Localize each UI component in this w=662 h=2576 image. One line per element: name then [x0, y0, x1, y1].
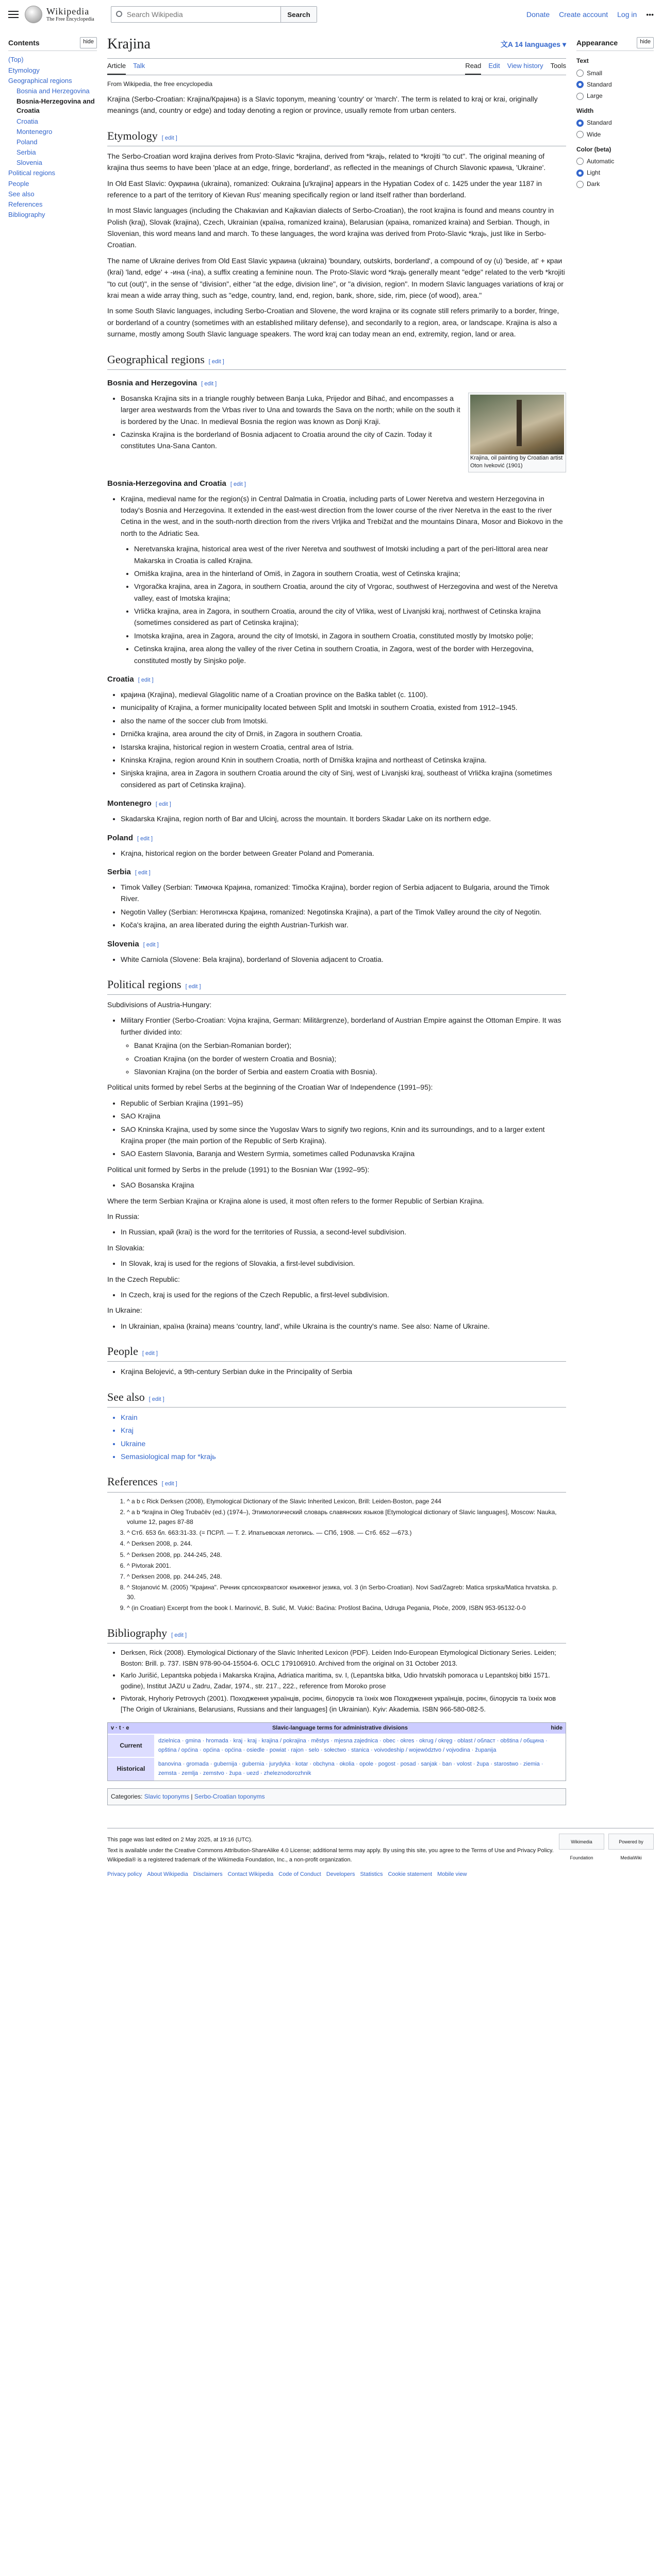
navbox-list[interactable]: dzielnica · gmina · hromada · kraj · kraj · krajina / pokrajina · městys · mjesna zajednica · obec · okres · okrug / okręg · oblast / област · obština / община · opština / općina · općina · općina · osiedle · powiat · rajon · selo · sołectwo · stanica · voivodeship / województvo / vojvodina · županija: [154, 1734, 566, 1757]
list-item: • Skadarska Krajina, region north of Bar and Ulcinj, across the mountain. It borders Skadar Lake on its northern edge.: [121, 813, 566, 824]
language-button[interactable]: 文A 14 languages ▾: [500, 40, 566, 49]
list-item: • Cetinska krajina, area along the valley of the river Cetina in southern Croatia, in Zagora, west of the border with Herzegovina, constituted mostly by Sinjsko polje.: [134, 643, 566, 666]
political-p1: Subdivisions of Austria-Hungary:: [107, 1001, 212, 1009]
appearance-option[interactable]: [576, 69, 654, 78]
country-heading: In Russia:: [107, 1212, 140, 1221]
appearance-hide-button[interactable]: hide: [637, 37, 654, 48]
list-item: ◦ Banat Krajina (on the Serbian-Romanian border);: [134, 1040, 566, 1051]
site-sub: From Wikipedia, the free encyclopedia: [107, 80, 213, 88]
tab-tools[interactable]: Tools: [550, 61, 566, 70]
edit-link[interactable]: [ edit ]: [155, 801, 171, 808]
toc-item[interactable]: Serbia: [16, 148, 36, 157]
option-label: Standard: [587, 80, 612, 88]
heading-biblio-text: Bibliography: [107, 1626, 168, 1639]
wordmark-text: Wikipedia: [46, 6, 90, 16]
last-edited: This page was last edited on 2 May 2025, at 19:16 (UTC).: [107, 1836, 253, 1843]
radio-automatic[interactable]: [576, 158, 584, 165]
mf-sublist: [134, 1040, 566, 1077]
radio-light[interactable]: [576, 170, 584, 177]
list-item: • also the name of the soccer club from Imotski.: [121, 715, 566, 726]
footer-link[interactable]: Contact Wikipedia: [227, 1871, 274, 1877]
footer-link[interactable]: Cookie statement: [388, 1871, 433, 1877]
etymology-paragraph: In Old East Slavic: Ѹкраина (ukraina), romanized: Oukraina [u'krajinə] appears in the Hypatian Codex of c. 1425 under the year 1187 in reference to a part of the territory of Kievan Rus' meaning specifically region or land itself rather than borderland.: [107, 179, 542, 199]
seealso-item[interactable]: • Semasiological map for *krajь: [121, 1451, 566, 1462]
edit-link[interactable]: [ edit ]: [161, 1481, 177, 1487]
edit-label: edit: [211, 358, 221, 365]
footer-link[interactable]: Disclaimers: [193, 1871, 223, 1877]
search-input[interactable]: [111, 7, 281, 22]
tagline: The Free Encyclopedia: [46, 16, 94, 23]
footer-link[interactable]: Developers: [326, 1871, 355, 1877]
list-item: • Kninska Krajina, region around Knin in southern Croatia, north of Drniška krajina and northeast of Cetinska krajina.: [121, 754, 566, 766]
heading-people-text: People: [107, 1345, 138, 1358]
footer: [107, 1828, 654, 1894]
radio-standard[interactable]: [576, 120, 584, 127]
edit-link[interactable]: [ edit ]: [137, 835, 153, 842]
search-button[interactable]: Search: [280, 7, 316, 22]
edit-link[interactable]: [ edit ]: [230, 481, 246, 487]
rebel-list: [121, 1097, 566, 1160]
footer-link[interactable]: Privacy policy: [107, 1871, 142, 1877]
footer-link[interactable]: About Wikipedia: [147, 1871, 188, 1877]
toc-title: Contents: [8, 39, 40, 47]
etymology-paragraph: The name of Ukraine derives from Old East Slavic украина (ukraina) 'boundary, outskirts, borderland', a compound of oy (u) 'beside, at' + краи (krai) 'land, edge' + -ина (-ina), a suffix creating a feminine noun. The Proto-Slavic word *krajь generally meant "edge" related to the verb *krojiti "to cut (out)", in the sense of "division", either "at the edge, division line", or "a division, region". In modern Slavic languages variations of kraj or krai mean a wide array thing, such as "edge, country, land, end, region, bank, shore, side, rim, piece (of wood), area.": [107, 256, 565, 300]
heading-references-text: References: [107, 1475, 158, 1488]
painting-figure[interactable]: [468, 393, 566, 472]
bibliography-list: [121, 1648, 566, 1715]
appearance-option[interactable]: [576, 179, 654, 189]
edit-link[interactable]: [ edit ]: [201, 380, 217, 387]
navbox-hide-button[interactable]: hide: [551, 1724, 562, 1731]
painting-image[interactable]: [470, 395, 564, 454]
list-item: • In Russian, край (krai) is the word for the territories of Russia, a second-level subdivision.: [121, 1226, 566, 1238]
edit-label: edit: [164, 1481, 174, 1487]
people-list: [121, 1366, 566, 1377]
toc-list: [8, 55, 97, 219]
list-item: • SAO Eastern Slavonia, Baranja and Western Syrmia, sometimes called Podunavska Krajina: [121, 1148, 566, 1159]
toc-item[interactable]: See also: [8, 190, 35, 198]
heading-etymology: [107, 127, 566, 146]
list-item: • Sinjska krajina, area in Zagora in southern Croatia around the city of Sinj, west of Livanjski kraj, southeast of Vrlička krajina (sometimes considered as part of Cetinska krajina).: [121, 767, 566, 790]
category-links: Categories: Slavic toponyms | Serbo-Croatian toponyms: [107, 1788, 566, 1805]
appearance-header: [576, 37, 654, 51]
reference-item: 8. ^ Stojanović M. (2005) "Крајина". Речник српскохрватског књижевног језика, vol. 3 (in Serbo-Croatian). Novi Sad/Zagreb: Matica srpska/Matica hrvatska. p. 30.: [127, 1583, 566, 1602]
wikimedia-badge[interactable]: Wikimedia Foundation: [559, 1834, 604, 1850]
heading-serbia-text: Serbia: [107, 867, 131, 876]
lead-paragraph: Krajina (Serbo-Croatian: Krajina/Крајина) is a Slavic toponym, meaning 'country' or 'march'. The term is related to kraj or krai, originally meanings (and, country or edge) and today denoting a region or province, usually remote from urban centers.: [107, 94, 538, 115]
toc-item[interactable]: References: [8, 200, 43, 209]
list-item: • Bosanska Krajina sits in a triangle roughly between Banja Luka, Prijedor and Bihać, and encompasses a larger area westwards from the Vrbas river to Una and towards the Sava on the north; while on the south it is bordered by the Unac. In medieval Bosnia the region was known as Donji Kraji.: [121, 393, 566, 427]
appearance-title: Appearance: [576, 39, 618, 47]
appearance-option[interactable]: [576, 91, 654, 101]
toc-header: [8, 37, 97, 51]
reference-item: 3. ^ Стб. 653 бл. 663:31-33. (= ПСРЛ. — Т. 2. Ипатьевская летопись. — СПб, 1908. — Стб. 652 —673.): [127, 1528, 566, 1538]
list-item: • Vrlička krajina, area in Zagora, in southern Croatia, around the city of Vrlika, west of Livanjski kraj, northwest of Cetinska krajina (sometimes considered as part of Cetinska krajina);: [134, 605, 566, 629]
heading-montenegro: [107, 798, 566, 810]
country-heading: In the Czech Republic:: [107, 1275, 180, 1283]
toc-item[interactable]: Geographical regions: [8, 76, 72, 84]
heading-political-text: Political regions: [107, 977, 181, 991]
reference-item: 7. ^ Derksen 2008, pp. 244-245, 248.: [127, 1572, 566, 1582]
create-account-link[interactable]: Create account: [559, 10, 608, 19]
globe-icon: [25, 6, 42, 23]
seealso-list: [121, 1412, 566, 1463]
navbox-list[interactable]: banovina · gromada · gubernija · gubernia · jurydyka · kotar · obchyna · okolia · opole · pogost · posad · sanjak · ban · volost · župa · starostwo · ziemia · zemsta · zemlja · zemstvo · župa · uezd · zheleznodorozhnik: [154, 1757, 566, 1780]
navbox-row: [108, 1734, 566, 1757]
country-heading: In Ukraine:: [107, 1306, 142, 1315]
footer-badges: [559, 1834, 654, 1860]
bihcro-intro-list: [121, 493, 566, 539]
appearance-color-label: Color (beta): [576, 145, 611, 153]
etymology-paragraph: In some South Slavic languages, including Serbo-Croatian and Slovene, the word krajina or its cognate still refers primarily to a border, fringe, or borderland of a country (sometimes with an established military defense), and secondarily to a region, area, or landscape. Krajina is also a surname, mostly among South Slavic language speakers. The word kraj can today mean an end, extremity, region, land or area.: [107, 307, 559, 338]
appearance-option[interactable]: [576, 130, 654, 140]
tab-view-history[interactable]: View history: [507, 61, 543, 70]
reference-item: 6. ^ Pivtorak 2001.: [127, 1561, 566, 1571]
heading-bihcro-text: Bosnia-Herzegovina and Croatia: [107, 479, 226, 488]
navbox: [107, 1722, 566, 1781]
serbia-list: [121, 882, 566, 931]
bosnian-list: [121, 1179, 566, 1191]
language-count: 14 languages: [515, 40, 561, 49]
table-of-contents: [8, 29, 97, 1812]
toc-item[interactable]: Poland: [16, 138, 38, 146]
toc-item[interactable]: Croatia: [16, 117, 38, 125]
tab-talk[interactable]: Talk: [133, 61, 145, 70]
poland-list: [121, 848, 566, 859]
category-link[interactable]: Slavic toponyms: [144, 1792, 190, 1800]
search-icon: [116, 11, 122, 17]
navbox-group-label: Current: [108, 1734, 154, 1757]
bihcro-list: [134, 543, 566, 666]
edit-link[interactable]: [ edit ]: [171, 1632, 187, 1638]
list-item: • Republic of Serbian Krajina (1991–95): [121, 1097, 566, 1109]
edit-label: edit: [146, 941, 156, 948]
country-heading: In Slovakia:: [107, 1243, 145, 1252]
toc-item[interactable]: Bosnia-Herzegovina and Croatia: [16, 97, 95, 115]
edit-link[interactable]: [ edit ]: [135, 869, 151, 876]
list-item: • In Czech, kraj is used for the regions of the Czech Republic, a first-level subdivision.: [121, 1289, 566, 1300]
political-p3: Political unit formed by Serbs in the prelude (1991) to the Bosnian War (1992–95):: [107, 1165, 370, 1174]
appearance-text-label: Text: [576, 57, 589, 65]
edit-label: edit: [174, 1632, 184, 1638]
list-item: • In Ukrainian, країна (kraina) means 'country, land', while Ukraina is the country's name. See also: Name of Ukraine.: [121, 1320, 566, 1332]
list-item: ◦ Slavonian Krajina (on the border of Serbia and eastern Croatia with Bosnia).: [134, 1066, 566, 1077]
navbox-row: [108, 1757, 566, 1780]
list-item: • Istarska krajina, historical region in western Croatia, central area of Istria.: [121, 741, 566, 753]
option-label: Standard: [587, 119, 612, 127]
login-link[interactable]: Log in: [617, 10, 637, 19]
mf-text: Military Frontier (Serbo-Croatian: Vojna krajina, German: Militärgrenze), borderland of Austrian Empire against the Ottoman Empire. It was further divided into:: [121, 1016, 561, 1036]
edit-label: edit: [152, 1396, 161, 1402]
heading-bibliography: [107, 1624, 566, 1643]
heading-geo-text: Geographical regions: [107, 352, 205, 366]
appearance-option[interactable]: [576, 80, 654, 90]
option-label: Light: [587, 169, 601, 177]
political-p2: Political units formed by rebel Serbs at the beginning of the Croatian War of Independence (1991–95):: [107, 1083, 433, 1092]
list-item: ◦ Croatian Krajina (on the border of western Croatia and Bosnia);: [134, 1053, 566, 1064]
page-tabs: [107, 59, 566, 75]
list-item: • SAO Bosanska Krajina: [121, 1179, 566, 1191]
tab-read[interactable]: Read: [465, 61, 481, 75]
radio-dark[interactable]: [576, 181, 584, 188]
edit-link[interactable]: [ edit ]: [208, 358, 224, 365]
heading-poland: [107, 832, 566, 844]
other-countries: [107, 1211, 566, 1332]
edit-label: edit: [164, 134, 174, 141]
country-list: [121, 1226, 566, 1238]
toc-item[interactable]: Etymology: [8, 66, 40, 74]
search-box: [111, 6, 317, 23]
appearance-panel: [576, 29, 654, 1812]
radio-large[interactable]: [576, 93, 584, 100]
toc-item[interactable]: Montenegro: [16, 127, 53, 135]
edit-label: edit: [158, 801, 168, 808]
slovenia-list: [121, 954, 566, 965]
edit-link[interactable]: [ edit ]: [143, 941, 159, 948]
heading-serbia: [107, 866, 566, 878]
political-p4: Where the term Serbian Krajina or Krajina alone is used, it most often refers to the former Republic of Serbian Krajina.: [107, 1196, 484, 1205]
navbox-header: [108, 1723, 566, 1734]
list-item: • Drnička krajina, area around the city of Drniš, in Zagora in southern Croatia.: [121, 728, 566, 739]
list-item: • Neretvanska krajina, historical area west of the river Neretva and southwest of Imotski including a part of the peri-littoral area near Makarska in Croatia is called Krajina.: [134, 543, 566, 566]
heading-slovenia-text: Slovenia: [107, 939, 139, 948]
navbox-vte[interactable]: v · t · e: [111, 1724, 129, 1731]
edit-link[interactable]: [ edit ]: [138, 677, 154, 684]
heading-geographical-regions: [107, 350, 566, 370]
list-item: • Imotska krajina, area in Zagora, around the city of Imotski, in Zagora in southern Croatia, constituted mostly by Imotsko polje;: [134, 630, 566, 641]
list-item: • Timok Valley (Serbian: Тимочка Крајина, romanized: Timočka Krajina), border region of Serbia adjacent to Bulgaria, around the Timok River.: [121, 882, 566, 905]
radio-wide[interactable]: [576, 131, 584, 138]
option-label: Automatic: [587, 157, 615, 165]
list-item: • крајина (Krajina), medieval Glagolitic name of a Croatian province on the Baška tablet (c. 1100).: [121, 689, 566, 700]
navbox-group-label: Historical: [108, 1757, 154, 1780]
heading-references: [107, 1472, 566, 1492]
country-list: [121, 1258, 566, 1269]
edit-label: edit: [141, 677, 151, 684]
mediawiki-badge[interactable]: Powered by MediaWiki: [608, 1834, 654, 1850]
footer-links: [107, 1870, 654, 1879]
wikipedia-logo[interactable]: [25, 6, 94, 23]
croatia-list: [121, 689, 566, 790]
heading-bosnia: [107, 377, 566, 389]
option-label: Dark: [587, 180, 600, 188]
list-item: • Krajna, historical region on the border between Greater Poland and Pomerania.: [121, 848, 566, 859]
edit-link[interactable]: [ edit ]: [161, 134, 177, 141]
list-item: • In Slovak, kraj is used for the regions of Slovakia, a first-level subdivision.: [121, 1258, 566, 1269]
reference-item: 1. ^ a b c Rick Derksen (2008), Etymological Dictionary of the Slavic Inherited Lexicon, Brill: Leiden-Boston, page 244: [127, 1497, 566, 1506]
reference-item: 5. ^ Derksen 2008, pp. 244-245, 248.: [127, 1550, 566, 1560]
radio-standard[interactable]: [576, 81, 584, 88]
edit-label: edit: [145, 1350, 155, 1357]
heading-bih-croatia: [107, 478, 566, 490]
reference-item: 9. ^ (in Croatian) Excerpt from the book I. Marinović, B. Sulić, M. Vukić: Baćina: Prošlost Baćina, Udruga Pegania, Ploče, 2009, ISBN 953-95132-0-0: [127, 1603, 566, 1613]
figure-caption: Krajina, oil painting by Croatian artist Oton Iveković (1901): [470, 454, 563, 469]
toc-hide-button[interactable]: hide: [80, 37, 97, 48]
option-label: Large: [587, 92, 603, 99]
heading-croatia: [107, 673, 566, 686]
wordmark: [46, 7, 94, 23]
seealso-item[interactable]: • Ukraine: [121, 1438, 566, 1449]
list-item: • Krajina, medieval name for the region(s) in Central Dalmatia in Croatia, including parts of Lower Neretva and western Herzegovina in today's Bosnia and Herzegovina. It extended in the east-west direction from the lower course of the river Neretva in the east to the river Cetina in the west, and in the south-north direction from the rivers Vrljika and Trebižat and the mountains Dinara, Mosor and Biokovo in the north to the Adriatic Sea.: [121, 493, 566, 539]
bibliography-item: • Karlo Jurišić, Lepantska pobjeda i Makarska Krajina, Adriatica maritima, sv. I, (Lepantska bitka, Udio hrvatskih pomoraca u Lepantskoj bitki 1571. godine), Institut JAZU u Zadru, Zadar, 1974., str. 217., 222., reference from Moroko prose: [121, 1670, 566, 1692]
list-item: • Omiška krajina, area in the hinterland of Omiš, in Zagora in southern Croatia, west of Cetinska krajina;: [134, 568, 566, 579]
footer-link[interactable]: Code of Conduct: [278, 1871, 321, 1877]
seealso-item[interactable]: • Kraj: [121, 1425, 566, 1436]
country-list: [121, 1320, 566, 1332]
list-item: [121, 1014, 566, 1077]
donate-link[interactable]: Donate: [526, 10, 550, 19]
edit-link[interactable]: [ edit ]: [148, 1396, 164, 1402]
bibliography-item: • Derksen, Rick (2008). Etymological Dictionary of the Slavic Inherited Lexicon (PDF). Leiden Indo-European Etymological Dictionary Series. Leiden; Boston: Brill. p. 737. ISBN 978-90-04-15504-6. OCLC 179106910. Archived from the original on 31 October 2013.: [121, 1648, 566, 1669]
country-list: [121, 1289, 566, 1300]
heading-slovenia: [107, 938, 566, 951]
footer-link[interactable]: Statistics: [360, 1871, 383, 1877]
reference-item: 4. ^ Derksen 2008, p. 244.: [127, 1539, 566, 1549]
list-item: • Krajina Belojević, a 9th-century Serbian duke in the Principality of Serbia: [121, 1366, 566, 1377]
etymology-paragraph: In most Slavic languages (including the Chakavian and Kajkavian dialects of Serbo-Croatian), the root krajina is found and means country in Polish (kraj), Slovak (krajina), Czech, Ukrainian (країна, romanized kraina), Belarusian (краіна, romanized kraina) and Serbian. Though, in Slovenian, this word means land and march. To these languages, the word krajina was derived from Proto-Slavic *krajь, just like in Serbo-Croatian.: [107, 206, 554, 249]
site-header: [0, 0, 662, 29]
heading-people: [107, 1342, 566, 1362]
article-content: [97, 29, 576, 1812]
user-links: [526, 9, 654, 20]
edit-label: edit: [140, 835, 150, 842]
option-label: Small: [587, 69, 603, 77]
option-label: Wide: [587, 130, 601, 138]
categories-label[interactable]: Categories:: [111, 1792, 143, 1800]
list-item: • SAO Kninska Krajina, used by some since the Yugoslav Wars to signify two regions, Knin and its surroundings, and to a larger extent Krajina proper (the main portion of the Republic of Serb Krajina).: [121, 1124, 566, 1147]
references-list: [127, 1497, 566, 1614]
appearance-option[interactable]: [576, 168, 654, 178]
bibliography-item: • Pivtorak, Hryhoriy Petrovych (2001). Походження українців, росіян, білорусів та їхніх мов Походження українців, росіян, білорусів та їхніх мов [The Origin of Ukrainians, Belarusians, Russians and their languages] (in Ukrainian). Kyiv: Akademia. ISBN 966-580-082-5.: [121, 1693, 566, 1715]
heading-seealso-text: See also: [107, 1390, 145, 1403]
appearance-width-label: Width: [576, 107, 594, 115]
toc-item[interactable]: Bibliography: [8, 211, 45, 219]
edit-label: edit: [188, 983, 198, 990]
edit-label: edit: [138, 869, 147, 876]
etymology-paragraph: The Serbo-Croatian word krajina derives from Proto-Slavic *krajina, derived from *krajь, related to *krojiti "to cut". The original meaning of krajina thus seems to have been 'place at an edge, fringe, borderland', as reflected in the meanings of Church Slavonic краина, 'Ukraine'.: [107, 151, 546, 172]
seealso-item[interactable]: • Krain: [121, 1412, 566, 1423]
appearance-option[interactable]: [576, 157, 654, 166]
edit-label: edit: [234, 481, 243, 487]
footer-link[interactable]: Mobile view: [437, 1871, 467, 1877]
navbox-title[interactable]: Slavic-language terms for administrative divisions: [272, 1724, 408, 1731]
list-item: • Vrgoračka krajina, area in Zagora, in southern Croatia, around the city of Vrgorac, southwest of Herzegovina and west of the Neretva valley, east of Imotska krajina;: [134, 581, 566, 604]
toc-item[interactable]: Political regions: [8, 169, 56, 177]
main-menu-icon[interactable]: [8, 11, 19, 18]
heading-croatia-text: Croatia: [107, 675, 134, 684]
heading-montenegro-text: Montenegro: [107, 799, 152, 808]
list-item: • SAO Krajina: [121, 1110, 566, 1122]
license-text: Text is available under the Creative Commons Attribution-ShareAlike 4.0 License; additional terms may apply. By using this site, you agree to the Terms of Use and Privacy Policy. Wikipedia® is a registered trademark of the Wikimedia Foundation, Inc., a non-profit organization.: [107, 1848, 554, 1863]
heading-political-regions: [107, 975, 566, 995]
tab-article[interactable]: Article: [107, 61, 126, 75]
toc-item[interactable]: People: [8, 179, 29, 188]
edit-label: edit: [204, 380, 214, 387]
list-item: • municipality of Krajina, a former municipality located between Split and Imotski in southern Croatia, existed from 1912–1945.: [121, 702, 566, 713]
heading-see-also: [107, 1388, 566, 1408]
heading-poland-text: Poland: [107, 833, 134, 842]
heading-bosnia-text: Bosnia and Herzegovina: [107, 378, 197, 387]
appearance-option[interactable]: [576, 118, 654, 128]
heading-etymology-text: Etymology: [107, 129, 158, 142]
page-title-text: Krajina: [107, 36, 151, 52]
list-item: • Koča's krajina, an area liberated during the eighth Austrian-Turkish war.: [121, 919, 566, 930]
toc-item[interactable]: (Top): [8, 56, 24, 64]
montenegro-list: [121, 813, 566, 824]
page-title: [107, 29, 566, 59]
list-item: • Cazinska Krajina is the borderland of Bosnia adjacent to Croatia around the city of Cazin. Today it constitutes Una-Sana Canton.: [121, 429, 566, 452]
military-frontier-list: [121, 1014, 566, 1077]
list-item: • Negotin Valley (Serbian: Неготинска Крајина, romanized: Negotinska Krajina), a part of the Timok Valley around the city of Negotin.: [121, 906, 566, 918]
toc-item[interactable]: Slovenia: [16, 159, 42, 167]
edit-link[interactable]: [ edit ]: [185, 983, 201, 990]
etymology-body: [107, 150, 566, 340]
radio-small[interactable]: [576, 70, 584, 77]
navbox-table: [108, 1734, 566, 1780]
reference-item: 2. ^ a b *krajina in Oleg Trubačёv (ed.) (1974–), Этимологический словарь славянских языков [Etymological dictionary of Slavic languages], Moscow: Nauka, volume 12, pages 87-88: [127, 1507, 566, 1527]
list-item: • White Carniola (Slovene: Bela krajina), borderland of Slovenia adjacent to Croatia.: [121, 954, 566, 965]
category-link[interactable]: Serbo-Croatian toponyms: [194, 1792, 265, 1800]
more-icon[interactable]: •••: [646, 10, 654, 19]
toc-item[interactable]: Bosnia and Herzegovina: [16, 87, 90, 95]
tab-edit[interactable]: Edit: [488, 61, 500, 70]
edit-link[interactable]: [ edit ]: [142, 1350, 158, 1357]
